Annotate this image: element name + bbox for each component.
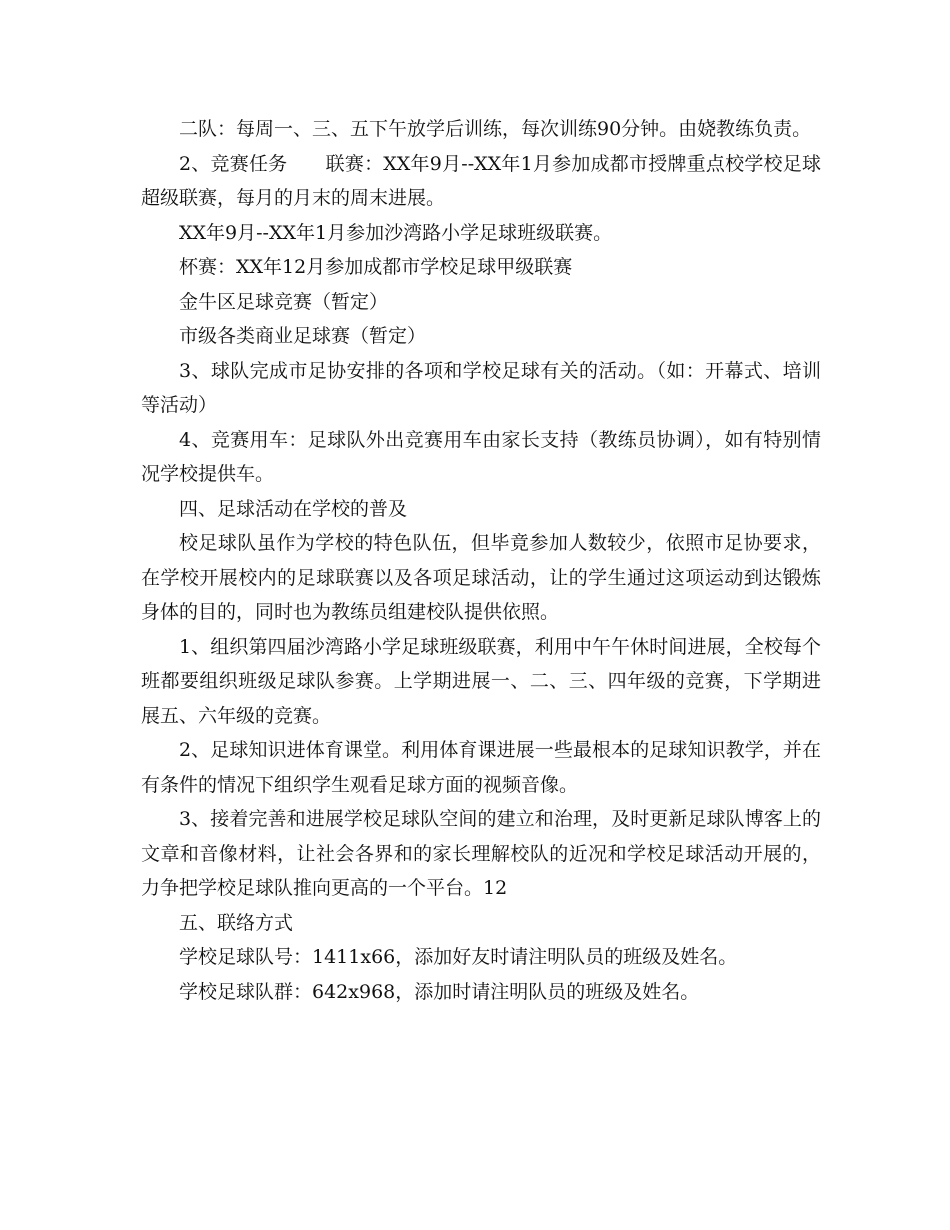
paragraph-competition-tasks <box>141 147 821 216</box>
paragraph-team-two-training: 二队：每周一、三、五下午放学后训练，每次训练90分钟。由娆教练负责。 <box>179 118 812 140</box>
paragraph-pe-class: 2、足球知识进体育课堂。利用体育课进展一些最根本的足球知识教学，并在有条件的情况下组织学生观看足球方面的视频音像。 <box>141 739 821 796</box>
section-heading-contact: 五、联络方式 <box>179 911 294 934</box>
paragraph-contact-group: 学校足球队群：642x968，添加时请注明队员的班级及姓名。 <box>179 980 700 1003</box>
paragraph-federation-activities: 3、球队完成市足协安排的各项和学校足球有关的活动。（如：开幕式、培训等活动） <box>141 359 821 416</box>
paragraph-district-match: 金牛区足球竞赛（暂定） <box>179 290 389 313</box>
paragraph-popularization-intro: 校足球队虽作为学校的特色队伍，但毕竟参加人数较少，依照市足协要求，在学校开展校内的足球联赛以及各项足球活动，让的学生通过这项运动到达锻炼身体的目的，同时也为教练员组建校队提供依照。 <box>141 532 821 623</box>
paragraph-class-league-organization: 1、组织第四届沙湾路小学足球班级联赛，利用中午午休时间进展，全校每个班都要组织班级足球队参赛。上学期进展一、二、三、四年级的竞赛，下学期进展五、六年级的竞赛。 <box>141 635 821 727</box>
section-heading-popularization: 四、足球活动在学校的普及 <box>179 497 408 520</box>
paragraph-contact-id: 学校足球队号：1411x66，添加好友时请注明队员的班级及姓名。 <box>179 946 738 968</box>
paragraph-team-space: 3、接着完善和进展学校足球队空间的建立和治理，及时更新足球队博客上的文章和音像材料，让社会各界和的家长理解校队的近况和学校足球活动开展的，力争把学校足球队推向更高的一个平台。12 <box>141 808 821 899</box>
text-league-schedule: 联赛：XX年9月--XX年1月参加成都市授牌重点校学校足球超级联赛，每月的月末的周末进展。 <box>141 152 821 209</box>
heading-competition-tasks: 2、竞赛任务 <box>179 152 288 175</box>
paragraph-commercial-match: 市级各类商业足球赛（暂定） <box>179 325 427 347</box>
paragraph-transport: 4、竞赛用车：足球队外出竞赛用车由家长支持（教练员协调），如有特别情况学校提供车。 <box>141 428 821 485</box>
document-body <box>141 112 821 1009</box>
paragraph-cup-match: 杯赛：XX年12月参加成都市学校足球甲级联赛 <box>179 256 573 278</box>
paragraph-class-league: XX年9月--XX年1月参加沙湾路小学足球班级联赛。 <box>179 221 613 244</box>
